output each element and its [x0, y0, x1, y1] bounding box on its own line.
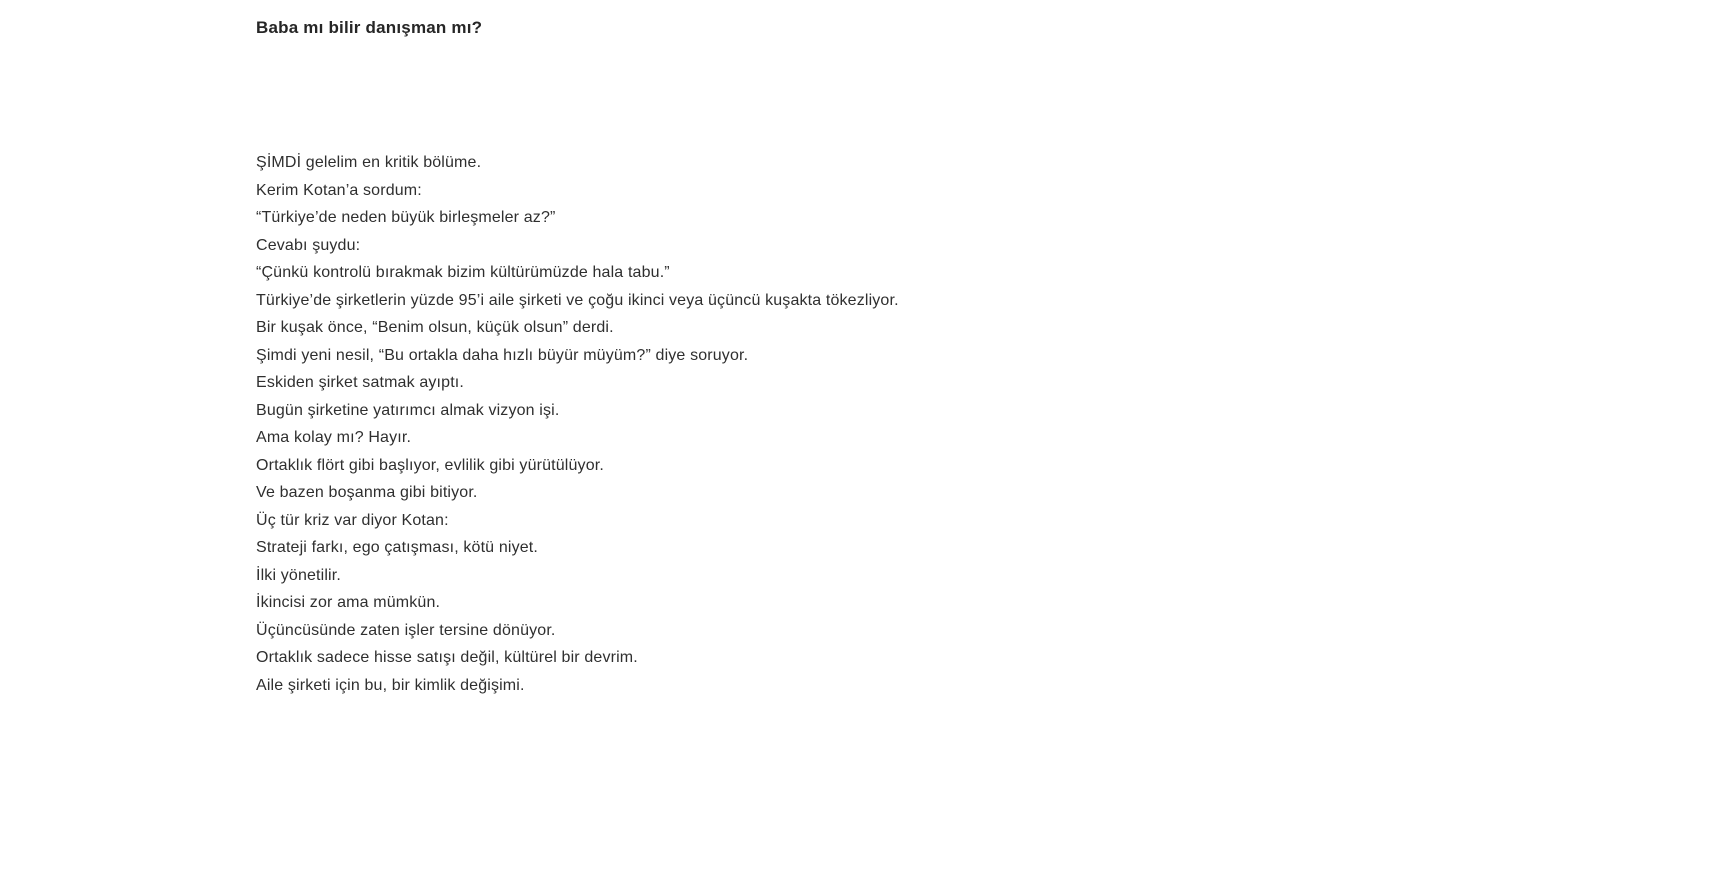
- text-line: Bugün şirketine yatırımcı almak vizyon işi.: [256, 401, 560, 419]
- text-line: Ama kolay mı? Hayır.: [256, 429, 412, 446]
- text-line: Üç tür kriz var diyor Kotan:: [256, 511, 449, 529]
- text-line: “Türkiye’de neden büyük birleşmeler az?”: [256, 209, 556, 226]
- text-line: Strateji farkı, ego çatışması, kötü niyet.: [256, 539, 538, 556]
- text-line: “Çünkü kontrolü bırakmak bizim kültürümüzde hala tabu.”: [256, 264, 670, 281]
- text-line: Şimdi yeni nesil, “Bu ortakla daha hızlı büyür müyüm?” diye soruyor.: [256, 346, 749, 364]
- text-line: Bir kuşak önce, “Benim olsun, küçük olsun” derdi.: [256, 319, 614, 336]
- text-line: Kerim Kotan’a sordum:: [256, 181, 422, 199]
- text-line: Cevabı şuydu:: [256, 236, 361, 254]
- text-line: Eskiden şirket satmak ayıptı.: [256, 374, 464, 391]
- text-line: İlki yönetilir.: [256, 566, 341, 584]
- body-text: [256, 149, 899, 699]
- text-line: Aile şirketi için bu, bir kimlik değişimi.: [256, 676, 525, 694]
- text-line: Ortaklık flört gibi başlıyor, evlilik gibi yürütülüyor.: [256, 456, 604, 474]
- text-line: Türkiye’de şirketlerin yüzde 95’i aile şirketi ve çoğu ikinci veya üçüncü kuşakta tökezliyor.: [256, 291, 899, 309]
- text-line: İkincisi zor ama mümkün.: [256, 594, 441, 611]
- text-line: Ortaklık sadece hisse satışı değil, kültürel bir devrim.: [256, 649, 638, 666]
- text-line: Üçüncüsünde zaten işler tersine dönüyor.: [256, 621, 556, 639]
- document-title: Baba mı bilir danışman mı?: [256, 18, 483, 37]
- text-line: Ve bazen boşanma gibi bitiyor.: [256, 484, 478, 501]
- text-line: ŞİMDİ gelelim en kritik bölüme.: [256, 154, 482, 171]
